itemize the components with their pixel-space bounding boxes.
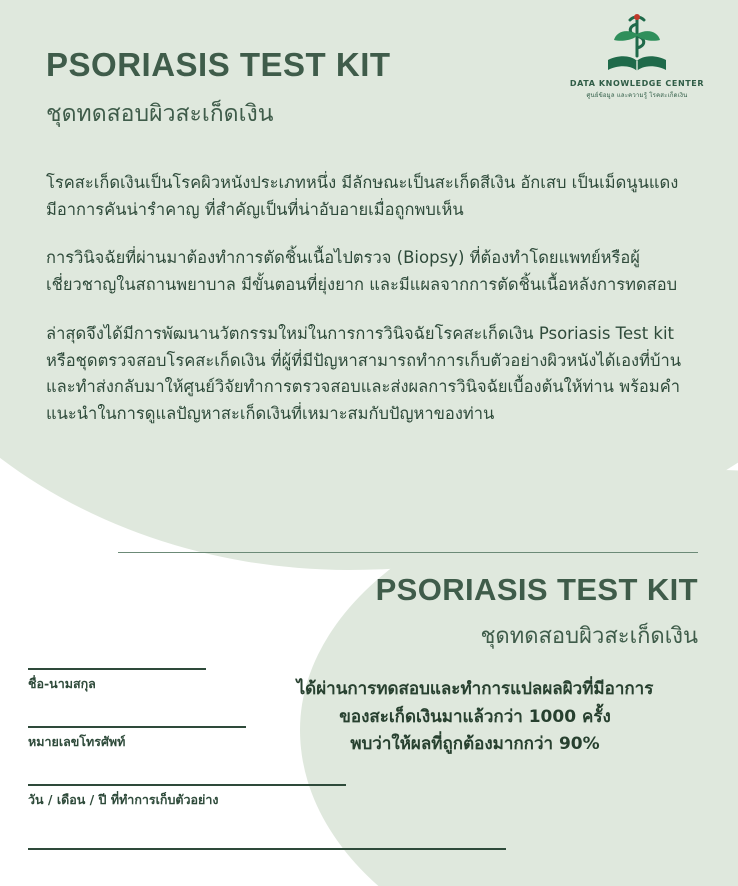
- paragraph-2: การวินิจฉัยที่ผ่านมาต้องทำการตัดชิ้นเนื้อไปตรวจ (Biopsy) ที่ต้องทำโดยแพทย์หรือผู้เชี่ยวชาญในสถานพยาบาล มีขั้นตอนที่ยุ่งยาก และมีแผลจากการตัดชิ้นเนื้อหลังการทดสอบ: [46, 248, 678, 295]
- form-field-phone-label: หมายเลขโทรศัพท์: [28, 733, 126, 749]
- form-field-phone-rule[interactable]: [28, 726, 246, 728]
- claim-line-1: ได้ผ่านการทดสอบและทำการแปลผลผิวที่มีอาการ: [296, 679, 654, 699]
- body-text: [46, 170, 686, 450]
- paragraph-1: โรคสะเก็ดเงินเป็นโรคผิวหนังประเภทหนึ่ง มีลักษณะเป็นสะเก็ดสีเงิน อักเสบ เป็นเม็ดนูนแดง มีอาการคันน่ารำคาญ ที่สำคัญเป็นที่น่าอับอายเมื่อถูกพบเห็น: [46, 173, 679, 219]
- form-field-date-label: วัน / เดือน / ปี ที่ทำการเก็บตัวอย่าง: [28, 791, 219, 807]
- section-divider: [118, 552, 698, 553]
- form-field-phone[interactable]: [28, 726, 246, 752]
- claim-block: [250, 676, 700, 759]
- section-title-th: ชุดทดสอบผิวสะเก็ดเงิน: [480, 624, 698, 649]
- form-field-extra-rule[interactable]: [28, 848, 506, 850]
- page-title-th: ชุดทดสอบผิวสะเก็ดเงิน: [46, 101, 274, 127]
- paragraph-3: ล่าสุดจึงได้มีการพัฒนานวัตกรรมใหม่ในการการวินิจฉัยโรคสะเก็ดเงิน Psoriasis Test kit หรือชุดตรวจสอบโรคสะเก็ดเงิน ที่ผู้ที่มีปัญหาสามารถทำการเก็บตัวอย่างผิวหนังได้เองที่บ้าน และทำส่งกลับมาให้ศูนย์วิจัยทำการตรวจสอบและส่งผลการวินิจฉัยเบื้องต้นให้ท่าน พร้อมคำแนะนำในการดูแลปัญหาสะเก็ดเงินที่เหมาะสมกับปัญหาของท่าน: [46, 323, 681, 424]
- form-field-date-rule[interactable]: [28, 784, 346, 786]
- logo-subtitle: ศูนย์ข้อมูล และความรู้ โรคสะเก็ดเงิน: [586, 92, 688, 99]
- form-field-name-rule[interactable]: [28, 668, 206, 670]
- page-title-en: PSORIASIS TEST KIT: [46, 46, 391, 83]
- section-title-en: PSORIASIS TEST KIT: [375, 572, 698, 607]
- form-field-name-label: ชื่อ-นามสกุล: [28, 675, 96, 691]
- form-field-extra[interactable]: [28, 848, 506, 854]
- logo-name: DATA KNOWLEDGE CENTER: [569, 79, 705, 88]
- form-field-date[interactable]: [28, 784, 346, 810]
- logo: [562, 14, 712, 100]
- claim-line-3: พบว่าให้ผลที่ถูกต้องมากกว่า 90%: [350, 734, 600, 755]
- caduceus-book-logo-icon: [562, 14, 712, 76]
- form-field-name[interactable]: [28, 668, 206, 694]
- claim-line-2: ของสะเก็ดเงินมาแล้วกว่า 1000 ครั้ง: [339, 706, 611, 727]
